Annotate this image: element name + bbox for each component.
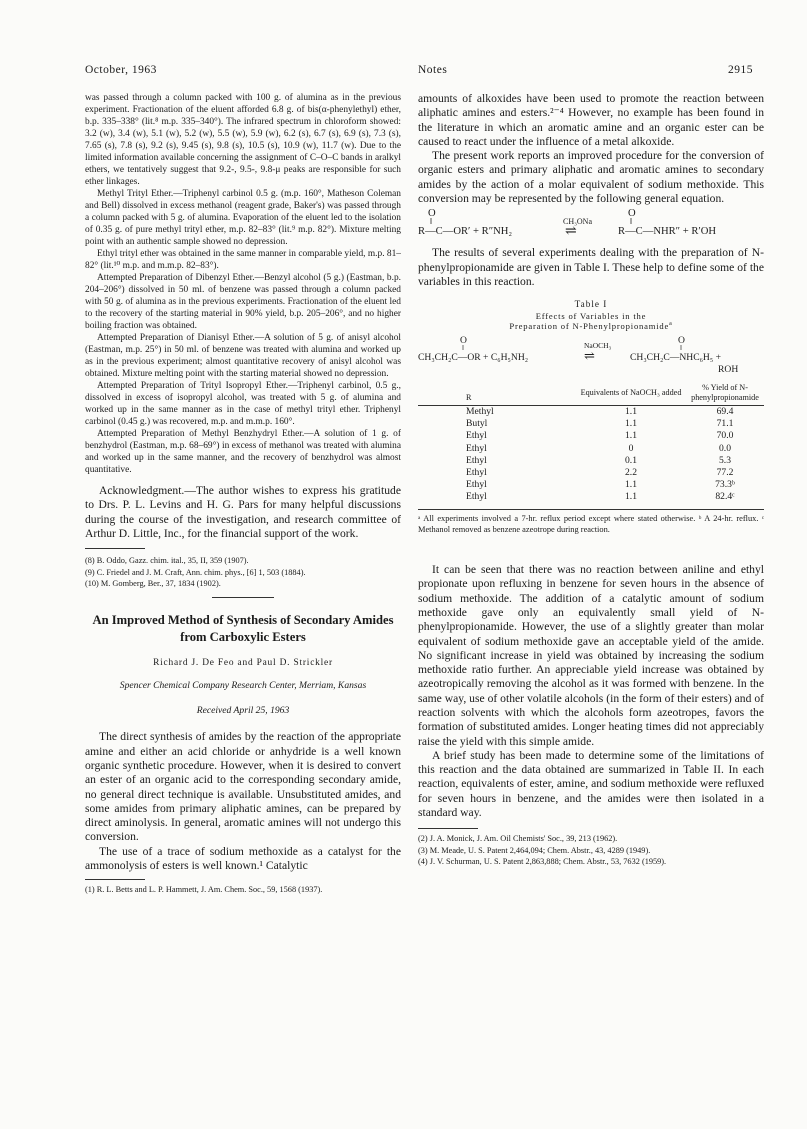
footnote-rule xyxy=(418,828,478,829)
reference: (3) M. Meade, U. S. Patent 2,464,094; Chem. Abstr., 43, 4289 (1949). xyxy=(418,845,651,855)
general-equation: O ‖ R—C—OR′ + R″NH₂ CH₃ONa ⇌ O ‖ R—C—NHR″ + R′OH xyxy=(418,208,717,240)
cell-equiv: 1.1 xyxy=(625,406,637,418)
column-header: R xyxy=(418,383,576,406)
carbonyl-o-left: O xyxy=(428,208,436,220)
cell-equiv: 1.1 xyxy=(625,418,637,430)
cell-yield: 82.4ᶜ xyxy=(715,490,735,502)
carbonyl-o-left: O xyxy=(460,335,467,347)
table-row xyxy=(418,406,764,419)
paragraph: amounts of alkoxides have been used to promote the reaction between aliphatic amines and esters.²⁻⁴ However, no example has been found in the literature in which an aromatic amine and an organic ester can be caused to react under the influence of a metal alkoxide. xyxy=(418,92,764,148)
table-subtitle-mark: a xyxy=(669,321,673,328)
cell-equiv: 0 xyxy=(628,442,634,454)
table-eq-catalyst: NaOCH₃ xyxy=(584,341,612,351)
footnote-rule xyxy=(85,548,145,549)
article-authors: Richard J. De Feo and Paul D. Strickler xyxy=(153,658,333,669)
cell-equiv: 0.1 xyxy=(625,454,637,466)
footnote-rule xyxy=(85,879,145,880)
cell-r: Ethyl xyxy=(466,442,487,454)
paragraph: Attempted Preparation of Dianisyl Ether.—A solution of 5 g. of anisyl alcohol (Eastman, m.p. 25°) in 50 ml. of benzene was treated with alumina and worked up as in the previous experiment; almost quantitative recovery of anisyl alcohol was obtained. Mixture melting point with the starting material showed no depression. xyxy=(85,333,401,379)
cell-r: Ethyl xyxy=(466,478,487,490)
cell-equiv: 1.1 xyxy=(625,490,637,502)
reference: (4) J. V. Schurman, U. S. Patent 2,863,888; Chem. Abstr., 53, 7632 (1959). xyxy=(418,857,667,867)
table-subtitle-line xyxy=(418,321,764,331)
cell-r: Butyl xyxy=(466,418,488,430)
paragraph: Attempted Preparation of Dibenzyl Ether.—Benzyl alcohol (5 g.) (Eastman, b.p. 204–206°) dissolved in 50 ml. of benzene was passed through a column packed with 50 g. of alumina as in the previous experiments. Fractionation of the eluent led to the recovery of the starting material in 90% yield, b.p. 205–206°, and no higher boiling fraction was obtained. xyxy=(85,273,401,331)
table-footnote: ᵃ All experiments involved a 7-hr. reflux period except where stated otherwise. ᵇ A 24-hr. reflux. ᶜ Methanol removed as benzene azeotrope during reaction. xyxy=(418,509,764,535)
table-row xyxy=(418,443,764,455)
running-head-date: October, 1963 xyxy=(85,64,157,76)
column-header: Equivalents of NaOCH₃ added xyxy=(576,383,686,406)
paragraph: The present work reports an improved procedure for the conversion of organic esters and primary aliphatic and aromatic amines to secondary amides by the action of a molar equivalent of sodium methoxide. This conversion may be represented by the following general equation. xyxy=(418,149,764,206)
equation-rhs: R—C—NHR″ + R′OH xyxy=(618,226,717,238)
left-column xyxy=(85,92,401,896)
paragraph: Attempted Preparation of Trityl Isopropyl Ether.—Triphenyl carbinol, 0.5 g., dissolved in excess of isopropyl alcohol, was treated with 5 g. of alumina and worked up in the same manner as in the case of methyl trityl ether. Triphenyl carbinol (0.45 g.) was recovered, m.p. and m.m.p. 160°. xyxy=(85,381,401,427)
table-subtitle-text: Preparation of N-Phenylpropionamide xyxy=(509,321,670,332)
table-row xyxy=(418,479,764,491)
reference: (8) B. Oddo, Gazz. chim. ital., 35, II, 359 (1907). xyxy=(85,556,249,566)
right-column xyxy=(418,92,764,868)
cell-yield: 77.2 xyxy=(716,466,734,478)
running-head-section: Notes xyxy=(418,64,448,76)
table-row xyxy=(418,455,764,467)
table-subtitle-line: Effects of Variables in the xyxy=(535,311,647,322)
table-row xyxy=(418,491,764,503)
table-subtitle xyxy=(418,311,764,331)
cell-yield: 0.0 xyxy=(719,442,731,454)
table-eq-lhs: CH₃CH₂C—OR + C₆H₅NH₂ xyxy=(418,352,529,364)
column-header: % Yield of N-phenylpropionamide xyxy=(686,383,764,406)
data-table xyxy=(418,383,764,503)
article-affiliation: Spencer Chemical Company Research Center, Merriam, Kansas xyxy=(119,680,367,692)
paragraph: The direct synthesis of amides by the reaction of the appropriate amine and either an acid chloride or anhydride is a well known organic synthetic procedure. However, when it is desired to convert an ester of an organic acid to the corresponding secondary amide, no general direct technique is available. Unsubstituted amides, and some amides from primary aliphatic amines, can be prepared by direct aminolysis. In general, aromatic amines will not undergo this conversion. xyxy=(85,730,401,844)
table-caption: Table I xyxy=(574,299,608,310)
reference: (10) M. Gomberg, Ber., 37, 1834 (1902). xyxy=(85,579,221,588)
carbonyl-o-right: O xyxy=(678,335,685,347)
cell-yield: 73.3ᵇ xyxy=(715,478,735,490)
cell-r: Ethyl xyxy=(466,466,487,478)
equation-lhs: R—C—OR′ + R″NH₂ xyxy=(418,226,513,238)
table-header-row xyxy=(418,383,764,406)
section-divider xyxy=(212,597,274,598)
paragraph: A brief study has been made to determine some of the limitations of this reaction and the data obtained are summarized in Table II. In each reaction, equivalents of ester, amine, and sodium methoxide were refluxed for seven hours in benzene, and the amides were then isolated in a standard way. xyxy=(418,748,764,820)
paragraph: Methyl Trityl Ether.—Triphenyl carbinol 0.5 g. (m.p. 160°, Matheson Coleman and Bell) dissolved in excess methanol (reagent grade, Baker's) was passed through a column packed with 5 g. of alumina. Evaporation of the eluent led to the isolation of 0.35 g. of pure methyl trityl ether, m.p. 82–83° (lit.⁹ m.p. 82°). Mixture melting point with an authentic sample showed no depression. xyxy=(85,189,401,247)
table-eq-arrow: ⇌ xyxy=(584,348,595,364)
equation-catalyst: CH₃ONa xyxy=(563,217,593,227)
cell-equiv: 1.1 xyxy=(625,478,637,490)
paragraph: It can be seen that there was no reaction between aniline and ethyl propionate upon refluxing in benzene for seven hours in the absence of sodium methoxide. The addition of a catalytic amount of sodium methoxide gave only an equivalently small yield of N-phenylpropionamide. However, the use of a slightly greater than molar equivalent of sodium methoxide gave an acceptable yield of the amide. No significant increase in yield was obtained by increasing the sodium methoxide ratio further. An appreciable yield increase was obtained by azeotropically removing the alcohol as it was formed with benzene. In the same way, use of other volatile alcohols (in the form of their esters) and of reaction solvents with which the alcohols form azeotropes, favors the formation of substituted amides. Longer heating times did not appreciably raise the yield with this simple amide. xyxy=(418,563,764,748)
paragraph: Attempted Preparation of Methyl Benzhydryl Ether.—A solution of 1 g. of benzhydrol (Eastman, m.p. 68–69°) in excess of methanol was treated with alumina and worked up in the same manner, and the recovery of benzhydrol was almost quantitative. xyxy=(85,429,401,475)
table-row xyxy=(418,430,764,442)
table-eq-roh: ROH xyxy=(718,364,739,376)
paragraph: The results of several experiments dealing with the preparation of N-phenylpropionamide are given in Table I. These help to define some of the variables in this reaction. xyxy=(418,246,764,288)
cell-yield: 69.4 xyxy=(716,406,734,418)
article-title: An Improved Method of Synthesis of Secondary Amides from Carboxylic Esters xyxy=(92,613,394,645)
footnote: (1) R. L. Betts and L. P. Hammett, J. Am. Chem. Soc., 59, 1568 (1937). xyxy=(85,885,323,895)
cell-r: Ethyl xyxy=(466,430,487,442)
cell-yield: 5.3 xyxy=(719,454,731,466)
cell-r: Methyl xyxy=(466,406,494,418)
carbonyl-o-right: O xyxy=(628,208,636,220)
equation-arrow: ⇌ xyxy=(565,224,577,240)
paragraph: was passed through a column packed with 100 g. of alumina as in the previous experiment. Fractionation of the eluent afforded 6.8 g. of bis(α-phenylethyl) ether, b.p. 335–338° (lit.⁸ m.p. 335–340°). The infrared spectrum in chloroform showed: 3.2 (w), 3.4 (w), 5.1 (w), 5.2 (w), 5.5 (w), 5.9 (w), 6.2 (s), 6.7 (s), 6.9 (s), 7.3 (s), 7.65 (s), 7.8 (s), 9.2 (s), 9.45 (s), 9.8 (s), 10.5 (s), 10.9 (w), 11.7 (w). Due to the limited information available concerning the assignment of C–O–C bands in aralkyl ethers, we tentatively suggest that 9.2-, 9.5-, 9.8-μ peaks are responsible for such ether linkages. xyxy=(85,93,401,187)
paragraph: Ethyl trityl ether was obtained in the same manner in comparable yield, m.p. 81–82° (lit.¹⁰ m.p. and m.m.p. 82–83°). xyxy=(85,249,401,271)
cell-r: Ethyl xyxy=(466,490,487,502)
table-row xyxy=(418,467,764,479)
reference: (9) C. Friedel and J. M. Craft, Ann. chim. phys., [6] 1, 503 (1884). xyxy=(85,567,306,577)
cell-r: Ethyl xyxy=(466,454,487,466)
received-date: Received April 25, 1963 xyxy=(196,705,290,717)
table-eq-rhs: CH₃CH₂C—NHC₆H₅ + xyxy=(630,352,722,364)
cell-equiv: 1.1 xyxy=(625,430,637,442)
cell-equiv: 2.2 xyxy=(625,466,637,478)
table-row xyxy=(418,418,764,430)
cell-yield: 71.1 xyxy=(716,418,734,430)
reference: (2) J. A. Monick, J. Am. Oil Chemists' Soc., 39, 213 (1962). xyxy=(418,834,618,844)
acknowledgment: Acknowledgment.—The author wishes to express his gratitude to Drs. P. L. Levins and H. G. Pars for many helpful discussions during the course of the investigation, and research committee of Arthur D. Little, Inc., for the financial support of the work. xyxy=(85,484,401,540)
page-number: 2915 xyxy=(728,64,753,76)
table-equation: O ‖ CH₃CH₂C—OR + C₆H₅NH₂ NaOCH₃ ⇌ O ‖ CH₃CH₂C—NHC₆H₅ + ROH xyxy=(418,335,739,376)
paragraph: The use of a trace of sodium methoxide as a catalyst for the ammonolysis of esters is well known.¹ Catalytic xyxy=(85,844,401,873)
cell-yield: 70.0 xyxy=(716,430,734,442)
